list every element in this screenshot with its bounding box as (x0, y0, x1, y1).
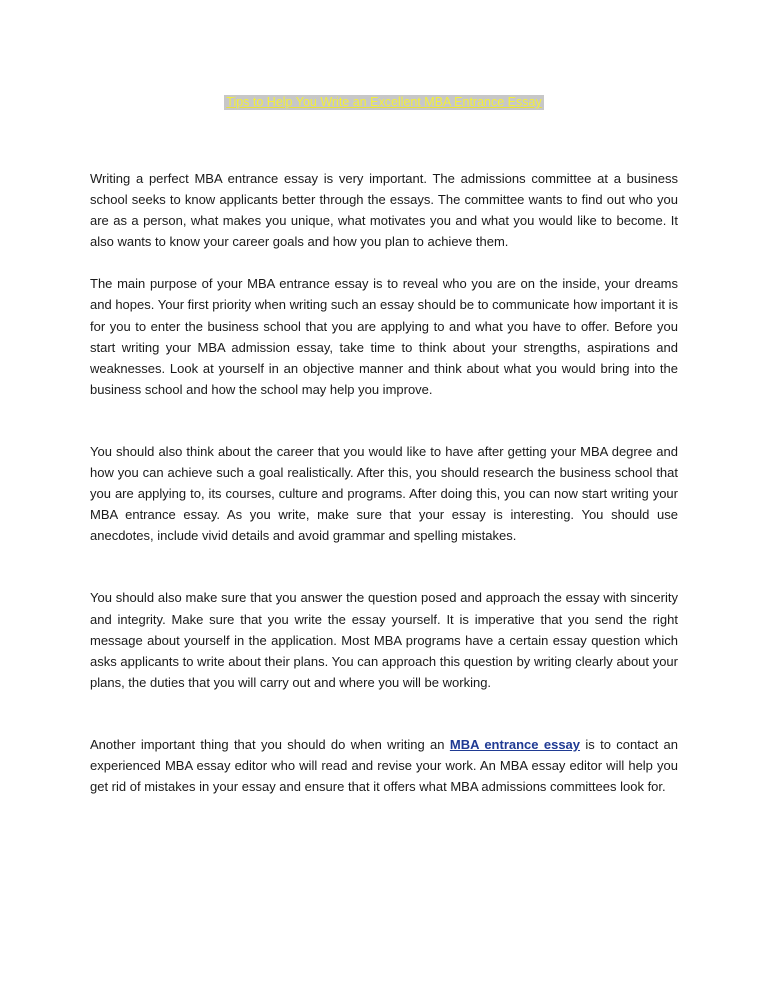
paragraph-3: You should also think about the career that you would like to have after getting your MBA degree and how you can achieve such a goal realistically. After this, you should research the business school that you are applying to, its courses, culture and programs. After doing this, you can now start writing your MBA entrance essay. As you write, make sure that your essay is interesting. You should use anecdotes, include vivid details and avoid grammar and spelling mistakes. (90, 443, 678, 544)
paragraph-4: You should also make sure that you answer the question posed and approach the essay with sincerity and integrity. Make sure that you write the essay yourself. It is imperative that you send the right message about yourself in the application. Most MBA programs have a certain essay question which asks applicants to write about their plans. You can approach this question by writing clearly about your plans, the duties that you will carry out and where you will be working. (90, 590, 678, 690)
paragraph-5-text-before: Another important thing that you should do when writing an (90, 736, 450, 752)
document-title: Tips to Help You Write an Excellent MBA Entrance Essay (226, 95, 542, 109)
paragraph-5 (90, 734, 678, 797)
mba-entrance-essay-link[interactable]: MBA entrance essay (449, 736, 581, 752)
paragraph-2: The main purpose of your MBA entrance essay is to reveal who you are on the inside, your dreams and hopes. Your first priority when writing such an essay should be to communicate how important it is for you to enter the business school that you are applying to and what you have to offer. Before you start writing your MBA admission essay, take time to think about your strengths, aspirations and weaknesses. Look at yourself in an objective manner and think about what you would bring into the business school and how the school may help you improve. (90, 276, 678, 397)
paragraph-1: Writing a perfect MBA entrance essay is very important. The admissions committee at a business school seeks to know applicants better through the essays. The committee wants to find out who you are as a person, what makes you unique, what motivates you and what you would like to become. It also wants to know your career goals and how you plan to achieve them. (90, 171, 678, 250)
document-body (90, 168, 678, 797)
paragraph-5-text-after: is to contact an experienced MBA essay editor who will read and revise your work. An MBA essay editor will help you get rid of mistakes in your essay and ensure that it offers what MBA admissions committees look for. (90, 736, 678, 795)
title-container (0, 93, 768, 111)
